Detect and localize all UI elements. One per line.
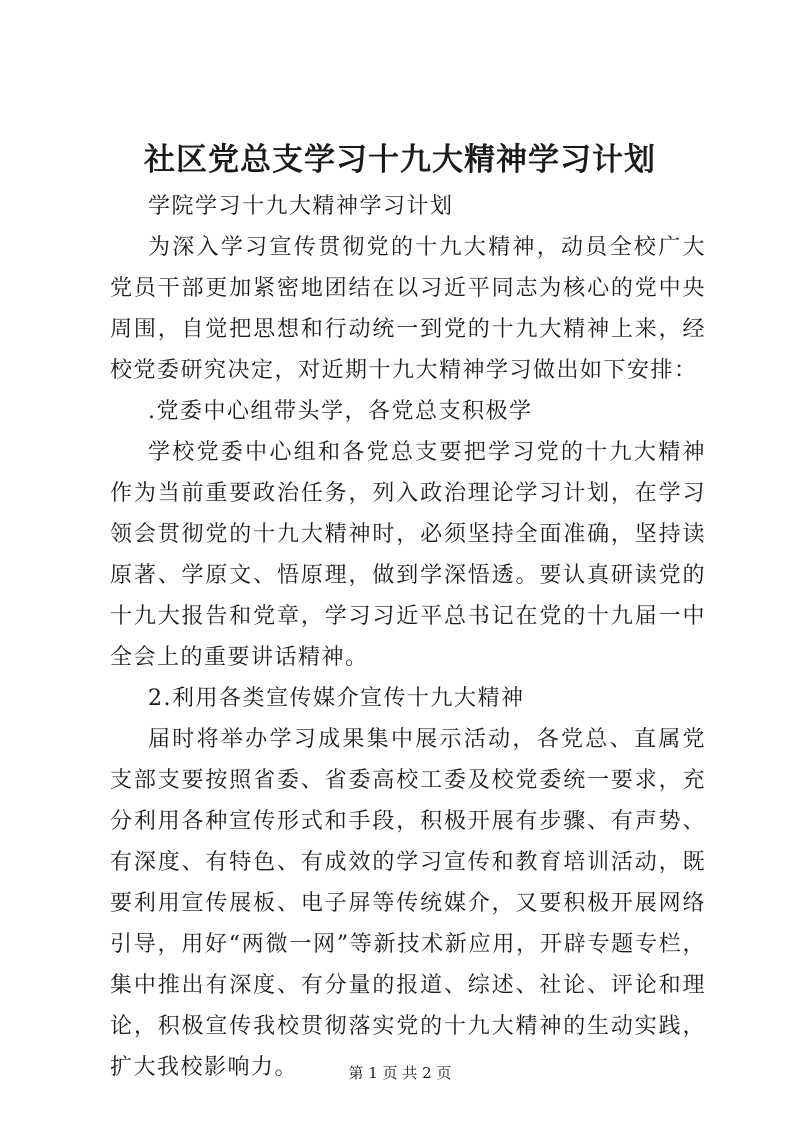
document-title: 社区党总支学习十九大精神学习计划 xyxy=(144,142,656,178)
page-footer: 第 1 页 共 2 页 xyxy=(348,1064,452,1082)
section-heading-1: .党委中心组带头学，各党总支积极学 xyxy=(148,399,533,424)
paragraph-subtitle: 学院学习十九大精神学习计划 xyxy=(148,194,454,219)
paragraph-section-2: 届时将举办学习成果集中展示活动，各党总、直属党支部支要按照省委、省委高校工委及校党委统一要求，充分利用各种宣传形式和手段，积极开展有步骤、有声势、有深度、有特色、有成效的学习宣传和教育培训活动，既要利用宣传展板、电子屏等传统媒介，又要积极开展网络引导，用好“两微一网”等新技术新应用，开辟专题专栏，集中推出有深度、有分量的报道、综述、社论、评论和理论，积极宣传我校贯彻落实党的十九大精神的生动实践，扩大我校影响力。 xyxy=(110,727,706,1080)
document-body xyxy=(110,186,706,1088)
paragraph-intro: 为深入学习宣传贯彻党的十九大精神，动员全校广大党员干部更加紧密地团结在以习近平同志为核心的党中央周围，自觉把思想和行动统一到党的十九大精神上来，经校党委研究决定，对近期十九大精神学习做出如下安排： xyxy=(110,235,706,383)
paragraph-section-1: 学校党委中心组和各党总支要把学习党的十九大精神作为当前重要政治任务，列入政治理论学习计划，在学习领会贯彻党的十九大精神时，必须坚持全面准确，坚持读原著、学原文、悟原理，做到学深悟透。要认真研读党的十九大报告和党章，学习习近平总书记在党的十九届一中全会上的重要讲话精神。 xyxy=(110,440,706,670)
section-heading-2: 2.利用各类宣传媒介宣传十九大精神 xyxy=(148,686,525,711)
